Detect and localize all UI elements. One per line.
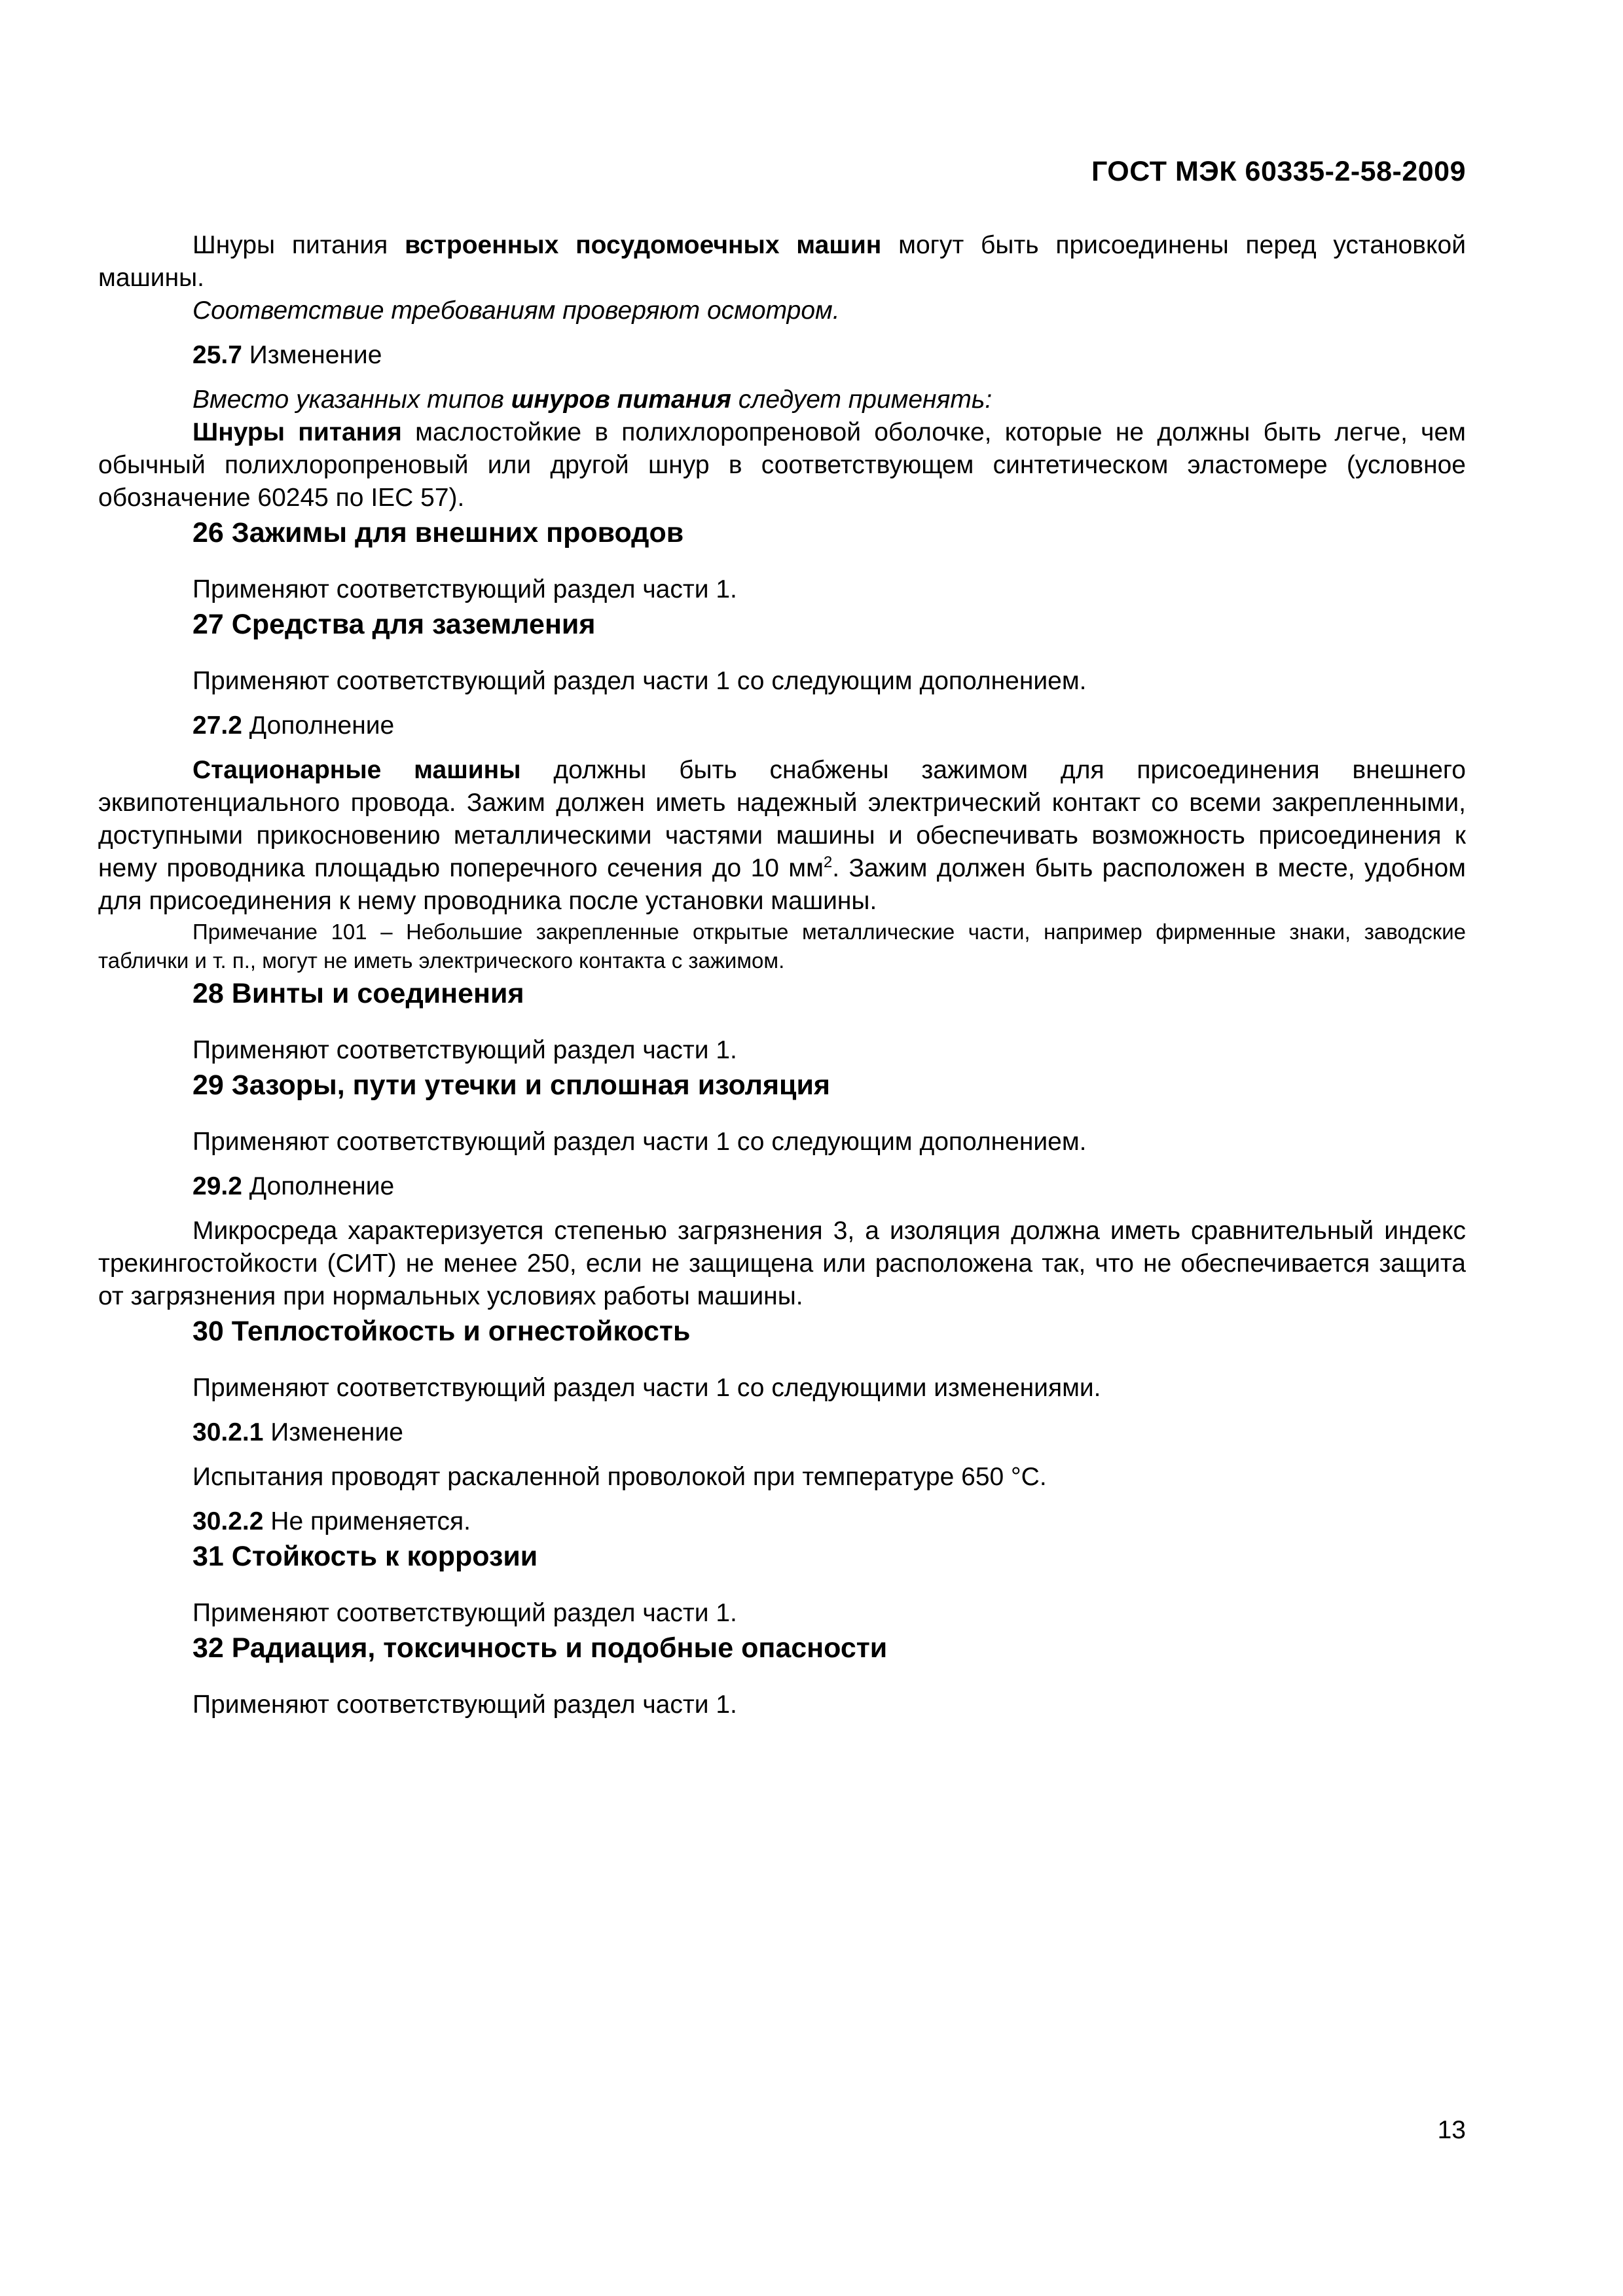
paragraph-oil-resistant-cords bbox=[98, 416, 1466, 514]
text-run: Шнуры питания bbox=[192, 231, 405, 259]
section-heading-26: 26 Зажимы для внешних проводов bbox=[192, 517, 684, 548]
bold-term: Стационарные машины bbox=[192, 756, 521, 784]
section-30-text: Применяют соответствующий раздел части 1 со следующими изменениями. bbox=[192, 1374, 1101, 1402]
bold-term: встроенных посудомоечных машин bbox=[405, 231, 882, 259]
text-run: . Зажим должен быть расположен в месте, удобном для присоединения к нему проводника после установки машины. bbox=[98, 854, 1466, 915]
section-heading-31: 31 Стойкость к коррозии bbox=[192, 1541, 538, 1572]
document-header: ГОСТ МЭК 60335-2-58-2009 bbox=[1091, 156, 1466, 187]
paragraph-stationary-machines bbox=[98, 754, 1466, 918]
clause-title: Не применяется. bbox=[263, 1507, 471, 1535]
text-run: должны быть снабжены зажимом для присоединения внешнего эквипотенциального провода. Зажим должен иметь надежный электрический контакт со всеми закрепленными, доступными прикосновению металлическими частями машины и обеспечивать возможность присоединения к нему проводника площадью поперечного сечения до 10 мм bbox=[98, 756, 1466, 882]
clause-number: 30.2.1 bbox=[192, 1418, 264, 1446]
clause-title: Изменение bbox=[242, 341, 382, 369]
document-body bbox=[98, 229, 1466, 1721]
text-run: маслостойкие в полихлоропреновой оболочке, которые не должны быть легче, чем обычный полихлоропреновый или другой шнур в соответствующем синтетическом эластомере (условное обозначение 60245 по IEC 57). bbox=[98, 418, 1466, 512]
clause-title: Дополнение bbox=[242, 1172, 395, 1200]
section-26-text: Применяют соответствующий раздел части 1. bbox=[192, 575, 737, 603]
clause-number: 27.2 bbox=[192, 711, 242, 740]
clause-number: 29.2 bbox=[192, 1172, 242, 1200]
note-101: Примечание 101 – Небольшие закрепленные открытые металлические части, например фирменные знаки, заводские таблички и т. п., могут не иметь электрического контакта с зажимом. bbox=[98, 920, 1466, 973]
section-heading-27: 27 Средства для заземления bbox=[192, 609, 596, 640]
clause-title: Изменение bbox=[263, 1418, 403, 1446]
superscript: 2 bbox=[823, 853, 833, 871]
clause-29-2 bbox=[192, 1170, 1466, 1203]
bold-term: шнуров питания bbox=[511, 386, 732, 414]
section-heading-29: 29 Зазоры, пути утечки и сплошная изоляция bbox=[192, 1069, 831, 1101]
clause-30-2-1 bbox=[192, 1416, 1466, 1449]
section-heading-30: 30 Теплостойкость и огнестойкость bbox=[192, 1316, 691, 1347]
section-28-text: Применяют соответствующий раздел части 1. bbox=[192, 1036, 737, 1064]
clause-number: 30.2.2 bbox=[192, 1507, 264, 1535]
paragraph-microenvironment: Микросреда характеризуется степенью загрязнения 3, а изоляция должна иметь сравнительный индекс трекингостойкости (СИТ) не менее 250, если не защищена или расположена так, что не обеспечивается защита от загрязнения при нормальных условиях работы машины. bbox=[98, 1217, 1466, 1310]
paragraph-cords-builtin bbox=[98, 229, 1466, 295]
text-run: следует применять: bbox=[731, 386, 993, 414]
section-heading-32: 32 Радиация, токсичность и подобные опасности bbox=[192, 1632, 888, 1664]
clause-number: 25.7 bbox=[192, 341, 242, 369]
bold-term: Шнуры питания bbox=[192, 418, 402, 446]
clause-30-2-2 bbox=[192, 1505, 1466, 1538]
section-27-text: Применяют соответствующий раздел части 1 со следующим дополнением. bbox=[192, 667, 1087, 695]
section-29-text: Применяют соответствующий раздел части 1 со следующим дополнением. bbox=[192, 1128, 1087, 1156]
compliance-check-text: Соответствие требованиям проверяют осмотром. bbox=[192, 296, 840, 325]
text-run: Вместо указанных типов bbox=[192, 386, 511, 414]
clause-27-2 bbox=[192, 709, 1466, 742]
text-run: могут быть присоединены перед установкой машины. bbox=[98, 231, 1466, 292]
clause-25-7 bbox=[192, 339, 1466, 372]
section-heading-28: 28 Винты и соединения bbox=[192, 978, 524, 1009]
paragraph-instead-types bbox=[192, 384, 1466, 416]
paragraph-glow-wire-test: Испытания проводят раскаленной проволокой при температуре 650 °С. bbox=[192, 1463, 1047, 1491]
page-number: 13 bbox=[1437, 2116, 1466, 2144]
section-32-text: Применяют соответствующий раздел части 1. bbox=[192, 1691, 737, 1719]
section-31-text: Применяют соответствующий раздел части 1. bbox=[192, 1599, 737, 1627]
clause-title: Дополнение bbox=[242, 711, 395, 740]
